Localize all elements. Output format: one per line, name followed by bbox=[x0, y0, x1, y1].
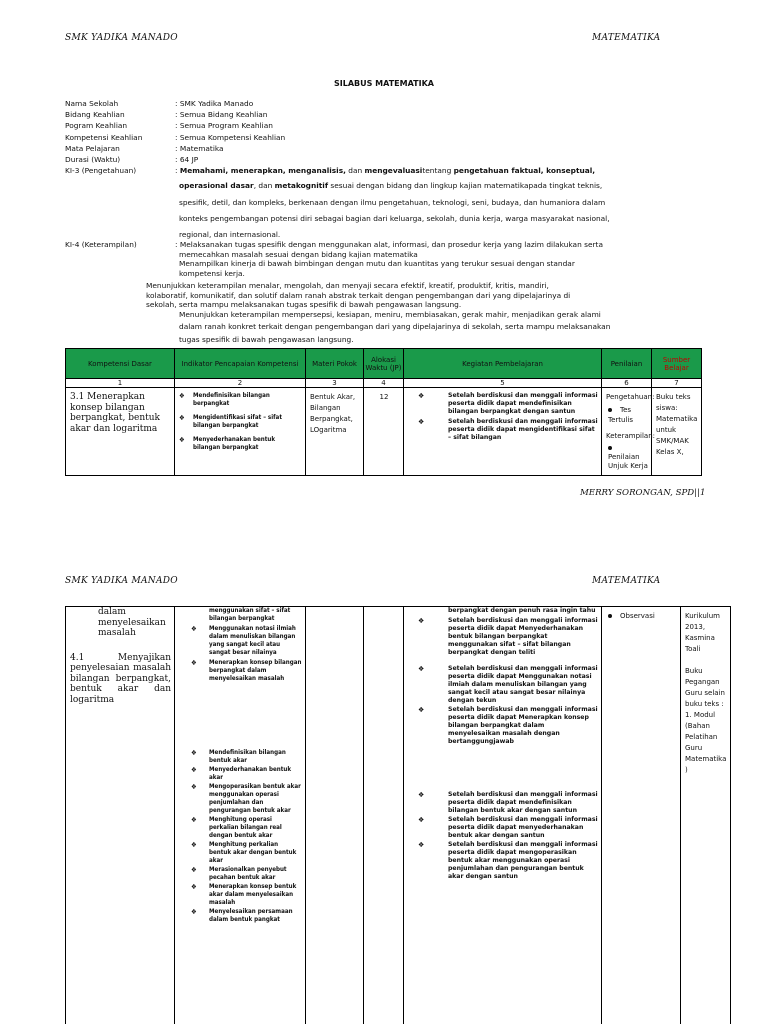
kegiatan-cell bbox=[404, 388, 602, 476]
col-number: 6 bbox=[602, 379, 652, 388]
ki4-line10: tugas spesifik di bawah pengawasan langsung. bbox=[179, 335, 354, 344]
sumber-text: Kurikulum 2013, Kasmina Toali bbox=[685, 612, 720, 653]
ipk-text: menggunakan sifat – sifat bilangan berpangkat bbox=[209, 607, 291, 622]
kd-text: dalam menyelesaikan masalah bbox=[98, 607, 166, 638]
ki3-text: tentang bbox=[422, 166, 454, 175]
list-item: ❖ Menghitung perkalian bentuk akar dengan bentuk akar bbox=[191, 841, 297, 864]
list-item: ❖ Menerapkan konsep bilangan berpangkat dalam menyelesaikan masalah bbox=[191, 659, 302, 682]
ki3-bold: Memahami, menerapkan, menganalisis, bbox=[179, 166, 346, 175]
kd-text: 3.1 Menerapkan konsep bilangan berpangkat, bentuk akar dan logaritma bbox=[70, 392, 160, 434]
diamond-bullet-icon: ❖ bbox=[191, 908, 197, 916]
list-item: ❖ Menerapkan konsep bentuk akar dalam menyelesaikan masalah bbox=[191, 883, 297, 906]
list-item: Tes Tertulis bbox=[608, 406, 633, 424]
ki3-line3: spesifik, detil, dan kompleks, berkenaan dengan ilmu pengetahuan, teknologi, seni, budaya, dan humaniora dalam bbox=[179, 198, 606, 207]
ki3-line5: regional, dan internasional. bbox=[179, 230, 281, 239]
col-header-kd: Kompetensi Dasar bbox=[66, 349, 175, 379]
ki3-label: KI-3 (Pengetahuan) bbox=[65, 166, 137, 175]
list-item: ❖ Merasionalkan penyebut pecahan bentuk akar bbox=[191, 866, 287, 881]
list-item: ❖ Setelah berdiskusi dan menggali informasi peserta didik dapat mendefinisikan bilangan bentuk akar dengan santun bbox=[418, 791, 598, 814]
info-value: : Semua Program Keahlian bbox=[175, 121, 273, 131]
col-number: 3 bbox=[306, 379, 364, 388]
materi-cell bbox=[306, 607, 364, 1024]
list-item: ❖ Setelah berdiskusi dan menggali informasi peserta didik dapat Menggunakan notasi ilmiah dalam menuliskan bilangan yang sangat kecil atau sangat besar nilainya dengan tekun bbox=[418, 665, 598, 704]
ki3-text: sesuai dengan bidang dan lingkup kajian matematikapada tingkat teknis, bbox=[328, 181, 603, 190]
diamond-bullet-icon: ❖ bbox=[191, 883, 197, 891]
diamond-bullet-icon: ❖ bbox=[418, 816, 425, 824]
diamond-bullet-icon: ❖ bbox=[418, 665, 425, 673]
diamond-bullet-icon: ❖ bbox=[179, 414, 185, 422]
penilaian-cell bbox=[602, 388, 656, 476]
diamond-bullet-icon: ❖ bbox=[418, 392, 425, 400]
sumber-cell: Buku teks siswa: Matematika untuk SMK/MAK Kelas X, bbox=[652, 388, 702, 476]
col-number: 7 bbox=[652, 379, 702, 388]
ipk-cell bbox=[175, 607, 306, 1024]
col-header-kegiatan: Kegiatan Pembelajaran bbox=[404, 349, 602, 379]
ki3-line4: konteks pengembangan potensi diri sebagai bagian dari keluarga, sekolah, dunia kerja, warga masyarakat nasional, bbox=[179, 214, 610, 223]
ki4-line5: Menunjukkan keterampilan menalar, mengolah, dan menyaji secara efektif, kreatif, produktif, kritis, mandiri, bbox=[146, 281, 549, 290]
info-label: Kompetensi Keahlian bbox=[65, 132, 143, 142]
list-item: ❖ Mendefinisikan bilangan bentuk akar bbox=[191, 749, 286, 764]
header-school: SMK YADIKA MANADO bbox=[65, 576, 178, 586]
ki3-text: dan bbox=[345, 166, 365, 175]
info-value: : Matematika bbox=[175, 143, 224, 153]
list-item: ❖ Menyederhanakan bentuk bilangan berpangkat bbox=[179, 436, 276, 451]
ki3-bold: metakognitif bbox=[274, 181, 329, 190]
ki3-bold: mengevaluasi bbox=[364, 166, 423, 175]
ki4-line1: : Melaksanakan tugas spesifik dengan menggunakan alat, informasi, dan prosedur kerja yang lazim dilakukan serta bbox=[175, 240, 603, 249]
ki4-line4: kompetensi kerja. bbox=[179, 268, 245, 278]
ipk-cell bbox=[175, 388, 306, 476]
info-value: : 64 JP bbox=[175, 155, 199, 164]
info-value: : SMK Yadika Manado bbox=[175, 99, 254, 108]
ki3-line1: : Memahami, menerapkan, menganalisis, dan mengevaluasitentang pengetahuan faktual, konseptual, bbox=[175, 166, 596, 175]
syllabus-table-continued bbox=[65, 606, 731, 1024]
diamond-bullet-icon: ❖ bbox=[191, 659, 197, 667]
ki4-label: KI-4 (Keterampilan) bbox=[65, 240, 137, 249]
diamond-bullet-icon: ❖ bbox=[418, 418, 425, 426]
page-title: SILABUS MATEMATIKA bbox=[334, 79, 434, 88]
list-item: ❖ Menyelesaikan persamaan dalam bentuk pangkat bbox=[191, 908, 293, 923]
list-item: ❖ Mengidentifikasi sifat – sifat bilangan berpangkat bbox=[179, 414, 282, 429]
list-item: ❖ Menghitung operasi perkalian bilangan real dengan bentuk akar bbox=[191, 816, 282, 839]
info-label: Nama Sekolah bbox=[65, 99, 119, 108]
diamond-bullet-icon: ❖ bbox=[191, 816, 197, 824]
ki4-line2: memecahkan masalah sesuai dengan bidang kajian matematika bbox=[179, 249, 418, 259]
list-item: ❖ Setelah berdiskusi dan menggali informasi peserta didik dapat mengidentifikasi sifat – sifat bilangan bbox=[418, 418, 598, 441]
ki3-bold: pengetahuan faktual, konseptual, bbox=[453, 166, 596, 175]
ki4-line6: kolaboratif, komunikatif, dan solutif dalam ranah abstrak terkait dengan pengembangan dari yang dipelajarinya di bbox=[146, 290, 571, 300]
diamond-bullet-icon: ❖ bbox=[418, 706, 425, 714]
diamond-bullet-icon: ❖ bbox=[179, 392, 185, 400]
list-item: Observasi bbox=[606, 611, 677, 621]
diamond-bullet-icon: ❖ bbox=[418, 617, 425, 625]
alokasi-cell: 12 bbox=[364, 388, 404, 476]
info-value: : Semua Kompetensi Keahlian bbox=[175, 132, 286, 142]
list-item: ❖ Mendefinisikan bilangan berpangkat bbox=[179, 392, 270, 407]
sumber-text: Buku Pegangan Guru selain buku teks : 1. Modul (Bahan Pelatihan Guru Matematika ) bbox=[685, 667, 727, 774]
header-school: SMK YADIKA MANADO bbox=[65, 33, 178, 43]
bullet-icon bbox=[608, 446, 612, 450]
list-item: ❖ Mengoperasikan bentuk akar menggunakan operasi penjumlahan dan pengurangan bentuk akar bbox=[191, 783, 301, 814]
col-header-ipk: Indikator Pencapaian Kompetensi bbox=[175, 349, 306, 379]
list-item: Penilaian Unjuk Kerja bbox=[606, 444, 648, 471]
col-number: 2 bbox=[175, 379, 306, 388]
header-subject: MATEMATIKA bbox=[592, 33, 661, 43]
penilaian-heading: Pengetahuan: bbox=[606, 393, 655, 401]
syllabus-table bbox=[65, 348, 702, 476]
list-item: ❖ Setelah berdiskusi dan menggali informasi peserta didik dapat Menyederhanakan bentuk bilangan berpangkat menggunakan sifat – sifat bilangan berpangkat dengan teliti bbox=[418, 617, 598, 656]
diamond-bullet-icon: ❖ bbox=[418, 841, 425, 849]
materi-cell: Bentuk Akar, Bilangan Berpangkat, LOgaritma bbox=[306, 388, 364, 476]
col-header-materi: Materi Pokok bbox=[306, 349, 364, 379]
col-number: 5 bbox=[404, 379, 602, 388]
col-header-sumber: Sumber Belajar bbox=[652, 349, 702, 379]
list-item: ❖ Menyederhanakan bentuk akar bbox=[191, 766, 292, 781]
kd-text: 4.1 Menyajikan penyelesaian masalah bilangan berpangkat, bentuk akar dan logaritma bbox=[70, 652, 171, 705]
diamond-bullet-icon: ❖ bbox=[191, 841, 197, 849]
penilaian-heading: Keterampilan: bbox=[606, 432, 656, 440]
list-item: ❖ Menggunakan notasi ilmiah dalam menuliskan bilangan yang sangat kecil atau sangat besar nilainya bbox=[191, 625, 296, 656]
alokasi-cell bbox=[364, 607, 404, 1024]
kegiatan-text: berpangkat dengan penuh rasa ingin tahu bbox=[448, 607, 596, 614]
kd-cell bbox=[66, 607, 175, 1024]
header-subject: MATEMATIKA bbox=[592, 576, 661, 586]
ki4-line7: sekolah, serta mampu melaksanakan tugas spesifik di bawah pengawasan langsung. bbox=[146, 300, 462, 309]
kd-cell bbox=[66, 388, 175, 476]
sumber-cell bbox=[681, 607, 731, 1024]
diamond-bullet-icon: ❖ bbox=[191, 625, 197, 633]
info-label: Durasi (Waktu) bbox=[65, 155, 121, 164]
diamond-bullet-icon: ❖ bbox=[191, 783, 197, 791]
col-header-penilaian: Penilaian bbox=[602, 349, 652, 379]
bullet-icon bbox=[608, 408, 612, 412]
col-number: 1 bbox=[66, 379, 175, 388]
col-header-alokasi: Alokasi Waktu (JP) bbox=[364, 349, 404, 379]
list-item: ❖ Setelah berdiskusi dan menggali informasi peserta didik dapat menyederhanakan bentuk akar dengan santun bbox=[418, 816, 598, 839]
diamond-bullet-icon: ❖ bbox=[418, 791, 425, 799]
footer-author: MERRY SORONGAN, SPD||1 bbox=[580, 488, 706, 498]
info-label: Bidang Keahlian bbox=[65, 110, 125, 120]
penilaian-cell bbox=[602, 607, 681, 1024]
ki3-line2 bbox=[179, 181, 602, 190]
diamond-bullet-icon: ❖ bbox=[191, 749, 197, 757]
list-item: ❖ Setelah berdiskusi dan menggali informasi peserta didik dapat mendefinisikan bilangan berpangkat dengan santun bbox=[418, 392, 598, 415]
ki3-text: , dan bbox=[253, 181, 275, 190]
list-item: ❖ Setelah berdiskusi dan menggali informasi peserta didik dapat Menerapkan konsep bilangan berpangkat dalam menyelesaikan masalah dengan bertanggungjawab bbox=[418, 706, 598, 745]
ki3-bold: operasional dasar bbox=[179, 181, 254, 190]
col-number: 4 bbox=[364, 379, 404, 388]
info-label: Mata Pelajaran bbox=[65, 143, 120, 153]
ki4-line8: Menunjukkan keterampilan mempersepsi, kesiapan, meniru, membiasakan, gerak mahir, menjadikan gerak alami bbox=[179, 310, 601, 319]
diamond-bullet-icon: ❖ bbox=[179, 436, 185, 444]
diamond-bullet-icon: ❖ bbox=[191, 766, 197, 774]
kegiatan-cell bbox=[404, 607, 602, 1024]
ki4-line9: dalam ranah konkret terkait dengan pengembangan dari yang dipelajarinya di sekolah, serta mampu melaksanakan bbox=[179, 322, 611, 331]
ki4-line3: Menampilkan kinerja di bawah bimbingan dengan mutu dan kuantitas yang terukur sesuai dengan standar bbox=[179, 259, 575, 268]
info-value: : Semua Bidang Keahlian bbox=[175, 110, 268, 120]
diamond-bullet-icon: ❖ bbox=[191, 866, 197, 874]
info-label: Pogram Keahlian bbox=[65, 121, 128, 131]
bullet-icon bbox=[608, 614, 612, 618]
list-item: ❖ Setelah berdiskusi dan menggali informasi peserta didik dapat mengoperasikan bentuk akar menggunakan operasi penjumlahan dan pengurangan bentuk akar dengan santun bbox=[418, 841, 598, 880]
